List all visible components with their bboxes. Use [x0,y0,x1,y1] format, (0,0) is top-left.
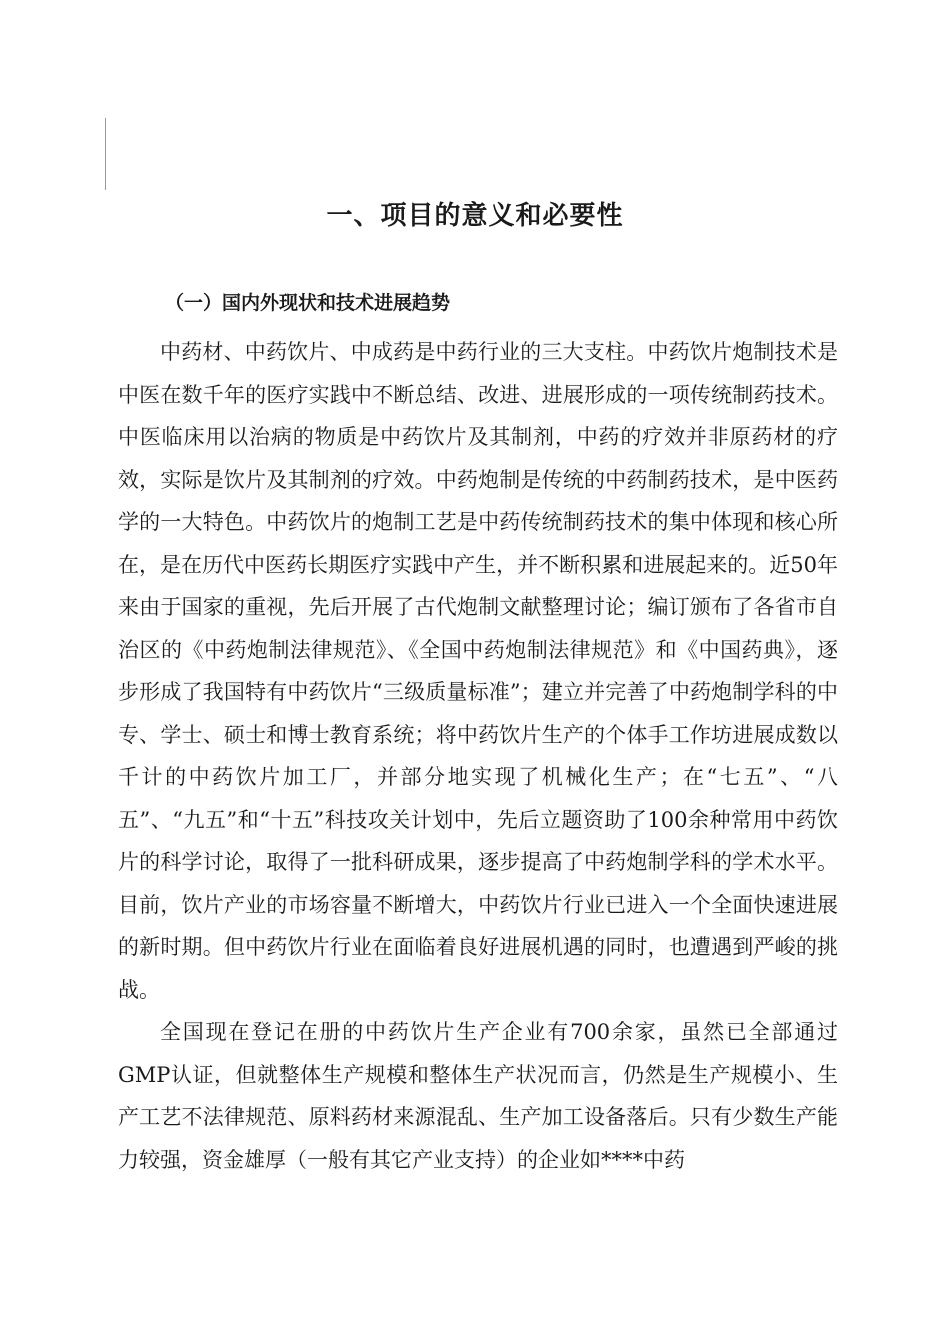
section-heading: （一）国内外现状和技术进展趋势 [165,292,451,314]
body-text [118,331,838,1181]
margin-rule [105,118,106,190]
paragraph: 中药材、中药饮片、中成药是中药行业的三大支柱。中药饮片炮制技术是中医在数千年的医疗实践中不断总结、改进、进展形成的一项传统制药技术。中医临床用以治病的物质是中药饮片及其制剂，中药的疗效并非原药材的疗效，实际是饮片及其制剂的疗效。中药炮制是传统的中药制药技术，是中医药学的一大特色。中药饮片的炮制工艺是中药传统制药技术的集中体现和核心所在，是在历代中医药长期医疗实践中产生，并不断积累和进展起来的。近50年来由于国家的重视，先后开展了古代炮制文献整理讨论；编订颁布了各省市自治区的《中药炮制法律规范》、《全国中药炮制法律规范》和《中国药典》，逐步形成了我国特有中药饮片“三级质量标准”；建立并完善了中药炮制学科的中专、学士、硕士和博士教育系统；将中药饮片生产的个体手工作坊进展成数以千计的中药饮片加工厂，并部分地实现了机械化生产；在“七五”、“八五”、“九五”和“十五”科技攻关计划中，先后立题资助了100余种常用中药饮片的科学讨论，取得了一批科研成果，逐步提高了中药炮制学科的学术水平。目前，饮片产业的市场容量不断增大，中药饮片行业已进入一个全面快速进展的新时期。但中药饮片行业在面临着良好进展机遇的同时，也遭遇到严峻的挑战。 [118,340,838,1002]
paragraph: 全国现在登记在册的中药饮片生产企业有700余家，虽然已全部通过GMP认证，但就整体生产规模和整体生产状况而言，仍然是生产规模小、生产工艺不法律规范、原料药材来源混乱、生产加工设备落后。只有少数生产能力较强，资金雄厚（一般有其它产业支持）的企业如****中药 [118,1020,838,1172]
page-title: 一、项目的意义和必要性 [326,201,624,231]
